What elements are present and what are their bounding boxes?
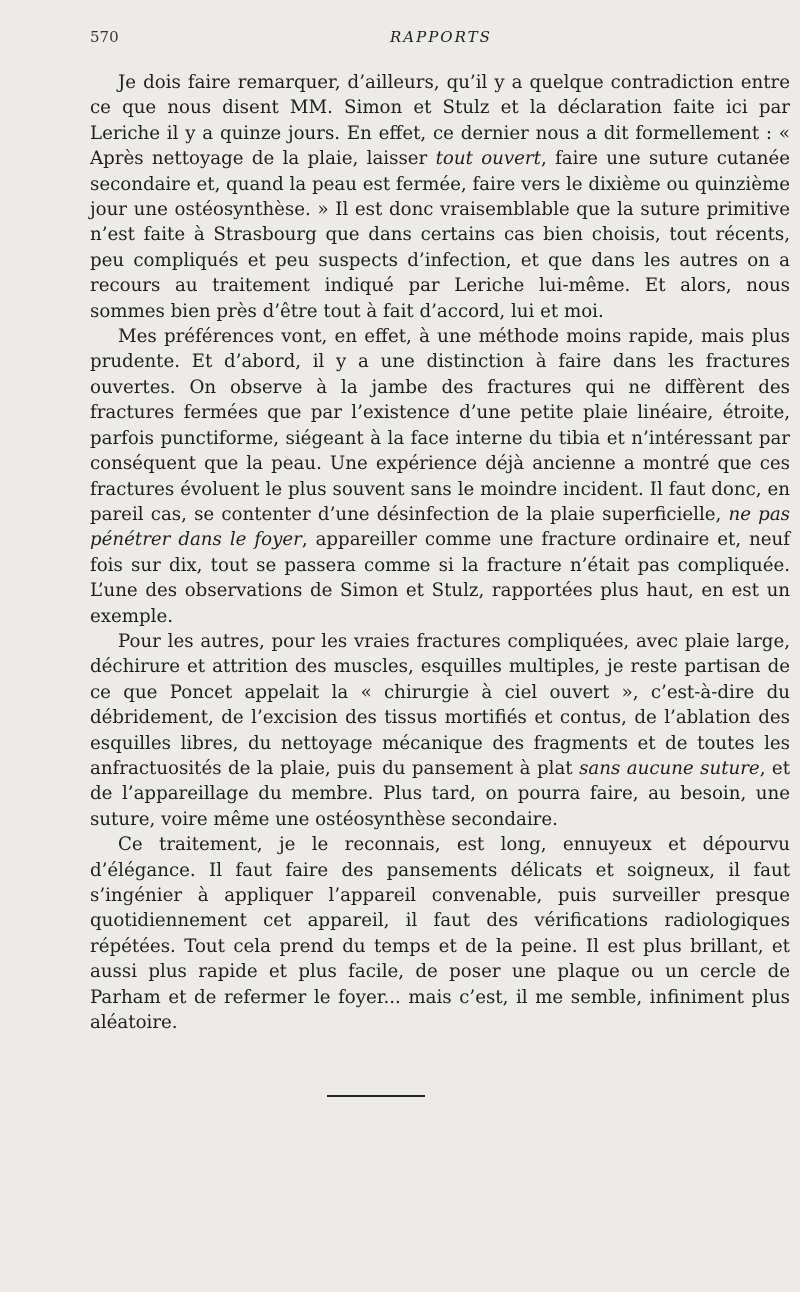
- body-text: [90, 70, 790, 1035]
- text-run: Pour les autres, pour les vraies fractures compliquées, avec plaie large, déchirure et attrition des muscles, esquilles multiples, je reste partisan de ce que Poncet appelait la « chirurgie à ciel ouvert », c’est-à-dire du débridement, de l’excision des tissus mortifiés et contus, de l’ablation des esquilles libres, du nettoyage mécanique des fragments et de toutes les anfractuosités de la plaie, puis du pansement à plat: [90, 630, 790, 779]
- text-run: , faire une suture cutanée secondaire et, quand la peau est fermée, faire vers le dixième ou quinzième jour une ostéosynthèse. » Il est donc vraisemblable que la suture primitive n’est faite à Strasbourg que dans certains cas bien choisis, tout récents, peu compliqués et peu suspects d’infection, et que dans les autres on a recours au traitement indiqué par Leriche lui-même. Et alors, nous sommes bien près d’être tout à fait d’accord, lui et moi.: [90, 148, 790, 322]
- page-number: 570: [90, 28, 119, 46]
- text-run: , et de l’appareillage du membre. Plus tard, on pourra faire, au besoin, une suture, voire même une ostéosynthèse secondaire.: [90, 757, 791, 830]
- paragraph: [90, 629, 790, 832]
- text-run: Ce traitement, je le reconnais, est long, ennuyeux et dépourvu d’élégance. Il faut faire des pansements délicats et soigneux, il faut s’ingénier à appliquer l’appareil convenable, puis surveiller presque quotidiennement cet appareil, il faut des vérifications radiologiques répétées. Tout cela prend du temps et de la peine. Il est plus brillant, et aussi plus rapide et plus facile, de poser une plaque ou un cercle de Parham et de refermer le foyer... mais c’est, il me semble, infiniment plus aléatoire.: [90, 834, 790, 1034]
- italic-run: tout ouvert: [435, 148, 541, 170]
- text-run: , appareiller comme une fracture ordinaire et, neuf fois sur dix, tout se passera comme si la fracture n’était pas compliquée. L’une des observations de Simon et Stulz, rapportées plus haut, en est un exemple.: [90, 529, 790, 627]
- running-head: RAPPORTS: [390, 28, 492, 46]
- text-run: Je dois faire remarquer, d’ailleurs, qu’il y a quelque contradiction entre ce que nous disent MM. Simon et Stulz et la déclaration faite ici par Leriche il y a quinze jours. En effet, ce dernier nous a dit formellement : « Après nettoyage de la plaie, laisser: [90, 72, 790, 170]
- section-separator-rule: [327, 1095, 425, 1097]
- italic-run: sans aucune suture: [579, 757, 760, 779]
- paragraph: [90, 832, 790, 1035]
- italic-run: ne pas pénétrer dans le foyer: [90, 503, 791, 551]
- paragraph: [90, 324, 790, 629]
- text-run: Mes préférences vont, en effet, à une méthode moins rapide, mais plus prudente. Et d’abord, il y a une distinction à faire dans les fractures ouvertes. On observe à la jambe des fractures qui ne diffèrent des fractures fermées que par l’existence d’une petite plaie linéaire, étroite, parfois punctiforme, siégeant à la face interne du tibia et n’intéressant par conséquent que la peau. Une expérience déjà ancienne a montré que ces fractures évoluent le plus souvent sans le moindre incident. Il faut donc, en pareil cas, se contenter d’une désinfection de la plaie superficielle,: [90, 326, 790, 525]
- paragraph: [90, 70, 790, 324]
- page-header: [90, 28, 790, 52]
